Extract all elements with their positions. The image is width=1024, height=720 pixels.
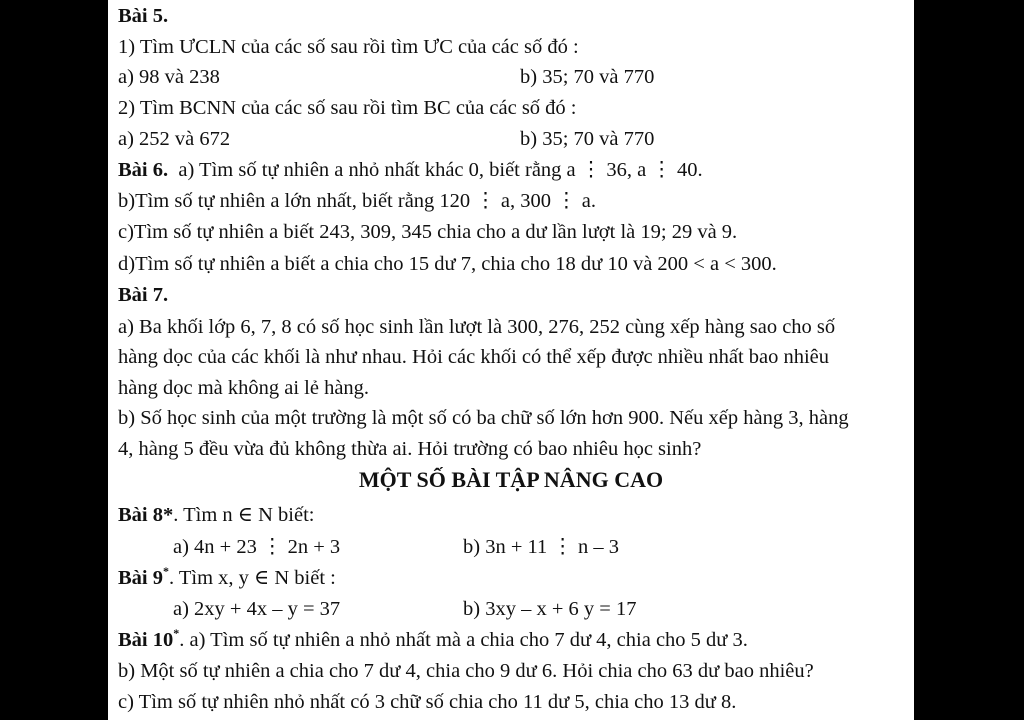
bai5-q2b: b) 35; 70 và 770 (520, 128, 655, 150)
bai5-title: Bài 5. (118, 5, 169, 27)
bai5-q2: 2) Tìm BCNN của các số sau rồi tìm BC của các số đó : (118, 97, 577, 119)
bai5-q1b: b) 35; 70 và 770 (520, 66, 655, 88)
bai7-a-line3: hàng dọc mà không ai lẻ hàng. (118, 377, 370, 399)
bai6-line-a (118, 158, 703, 182)
bai10-c: c) Tìm số tự nhiên nhỏ nhất có 3 chữ số chia cho 11 dư 5, chia cho 13 dư 8. (118, 691, 737, 713)
bai6-a: a) Tìm số tự nhiên a nhỏ nhất khác 0, biết rằng a ⋮ 36, a ⋮ 40. (178, 159, 703, 181)
bai8-text: . Tìm n ∈ N biết: (173, 504, 315, 526)
bai9-star: * (163, 564, 169, 578)
bai9-text: . Tìm x, y ∈ N biết : (169, 567, 336, 589)
bai6-d: d)Tìm số tự nhiên a biết a chia cho 15 dư 7, chia cho 18 dư 10 và 200 < a < 300. (118, 253, 777, 275)
bai6-title: Bài 6. (118, 159, 169, 181)
bai9-title: Bài 9 (118, 567, 163, 589)
bai10-star: * (173, 626, 180, 640)
bai8-line (118, 503, 314, 527)
bai6-c: c)Tìm số tự nhiên a biết 243, 309, 345 chia cho a dư lần lượt là 19; 29 và 9. (118, 221, 738, 243)
bai7-b-line2: 4, hàng 5 đều vừa đủ không thừa ai. Hỏi trường có bao nhiêu học sinh? (118, 438, 702, 460)
bai10-line-a (118, 628, 748, 652)
bai8-b: b) 3n + 11 ⋮ n – 3 (463, 536, 620, 558)
bai10-title: Bài 10 (118, 629, 174, 651)
section-heading: MỘT SỐ BÀI TẬP NÂNG CAO (358, 467, 664, 492)
bai8-a: a) 4n + 23 ⋮ 2n + 3 (173, 536, 341, 558)
bai7-title: Bài 7. (118, 284, 169, 306)
bai7-a-line1: a) Ba khối lớp 6, 7, 8 có số học sinh lần lượt là 300, 276, 252 cùng xếp hàng sao cho số (118, 316, 836, 338)
bai7-a-line2: hàng dọc của các khối là như nhau. Hỏi các khối có thể xếp được nhiều nhất bao nhiêu (118, 346, 830, 368)
bai8-title: Bài 8* (118, 504, 174, 526)
bai7-b-line1: b) Số học sinh của một trường là một số có ba chữ số lớn hơn 900. Nếu xếp hàng 3, hàng (118, 407, 849, 429)
bai6-b: b)Tìm số tự nhiên a lớn nhất, biết rằng 120 ⋮ a, 300 ⋮ a. (118, 190, 596, 212)
bai5-q2a: a) 252 và 672 (118, 128, 231, 150)
bai9-a: a) 2xy + 4x – y = 37 (173, 598, 341, 620)
bai5-q1: 1) Tìm ƯCLN của các số sau rồi tìm ƯC của các số đó : (118, 36, 579, 58)
bai5-q1a: a) 98 và 238 (118, 66, 220, 88)
bai9-line (118, 566, 336, 590)
bai10-a: . a) Tìm số tự nhiên a nhỏ nhất mà a chia cho 7 dư 4, chia cho 5 dư 3. (179, 629, 748, 651)
bai9-b: b) 3xy – x + 6 y = 17 (463, 598, 637, 620)
worksheet-page (108, 0, 914, 720)
bai10-b: b) Một số tự nhiên a chia cho 7 dư 4, chia cho 9 dư 6. Hỏi chia cho 63 dư bao nhiêu? (118, 660, 814, 682)
